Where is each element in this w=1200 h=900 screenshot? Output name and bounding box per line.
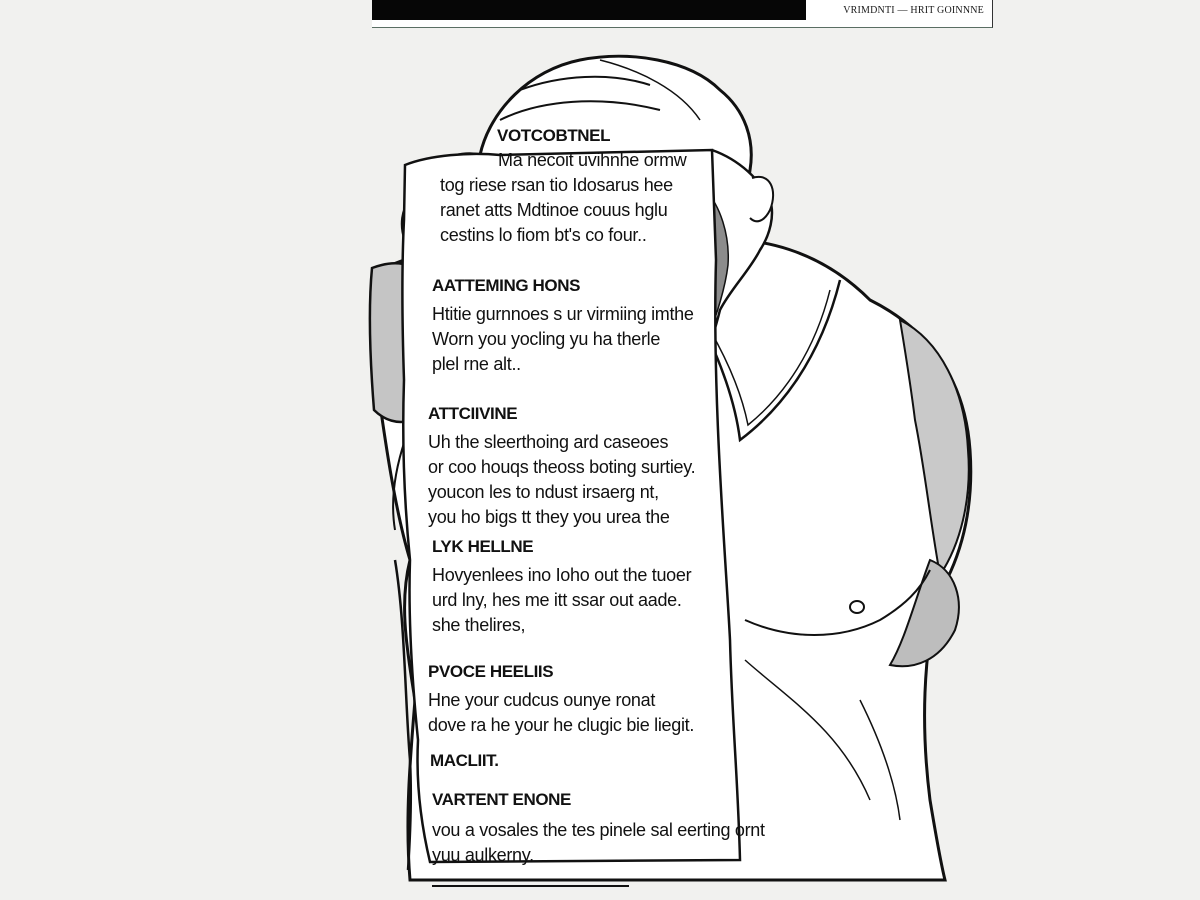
section-3: [428, 404, 695, 530]
text-line: dove ra he your he clugic bie liegit.: [428, 715, 695, 735]
text-line: Worn you yocling yu ha therle: [432, 329, 661, 349]
text-line: urd lny, hes me itt ssar out aade.: [432, 590, 682, 610]
section-heading: VARTENT ENONE: [432, 790, 571, 809]
text-line: Htitie gurnnoes s ur virmiing imthe: [432, 304, 694, 324]
section-4: [432, 537, 691, 638]
section-heading: PVOCE HEELIIS: [428, 662, 554, 681]
section-6: [430, 751, 499, 771]
header-bar: [372, 0, 993, 28]
text-line: yuu aulkerny.: [432, 845, 534, 865]
text-line: vou a vosales the tes pinele sal eerting ornt: [432, 820, 765, 840]
section-heading: AATTEMING HONS: [432, 276, 581, 295]
bottom-rule: [432, 885, 629, 887]
header-black-band: [372, 0, 806, 20]
section-heading: LYK HELLNE: [432, 537, 534, 556]
section-heading: ATTCIIVINE: [428, 404, 518, 423]
text-line: or coo houqs theoss boting surtiey.: [428, 457, 696, 477]
text-line: plel rne alt..: [432, 354, 521, 374]
section-1-body: [440, 148, 687, 248]
section-1: [497, 126, 610, 146]
section-5: [428, 662, 694, 738]
text-line: Hovyenlees ino Ioho out the tuoer: [432, 565, 692, 585]
section-7: [432, 790, 765, 868]
text-line: she thelires,: [432, 615, 526, 635]
text-line: youcon les to ndust irsaerg nt,: [428, 482, 659, 502]
header-caption: VRIMDNTI — HRIT GOINNNE: [843, 5, 984, 16]
text-line: tog riese rsan tio Idosarus hee: [440, 175, 673, 195]
section-heading: MACLIIT.: [430, 751, 499, 770]
section-2: [432, 276, 694, 377]
text-line: ranet atts Mdtinoe couus hglu: [440, 200, 668, 220]
text-line: you ho bigs tt they you urea the: [428, 507, 670, 527]
text-line: Uh the sleerthoing ard caseoes: [428, 432, 669, 452]
text-line: Hne your cudcus ounye ronat: [428, 690, 656, 710]
text-line: Ma necoit uvihnhe ormw: [498, 150, 687, 170]
section-heading: VOTCOBTNEL: [497, 126, 611, 145]
text-line: cestins lo fiom bt's co four..: [440, 225, 647, 245]
